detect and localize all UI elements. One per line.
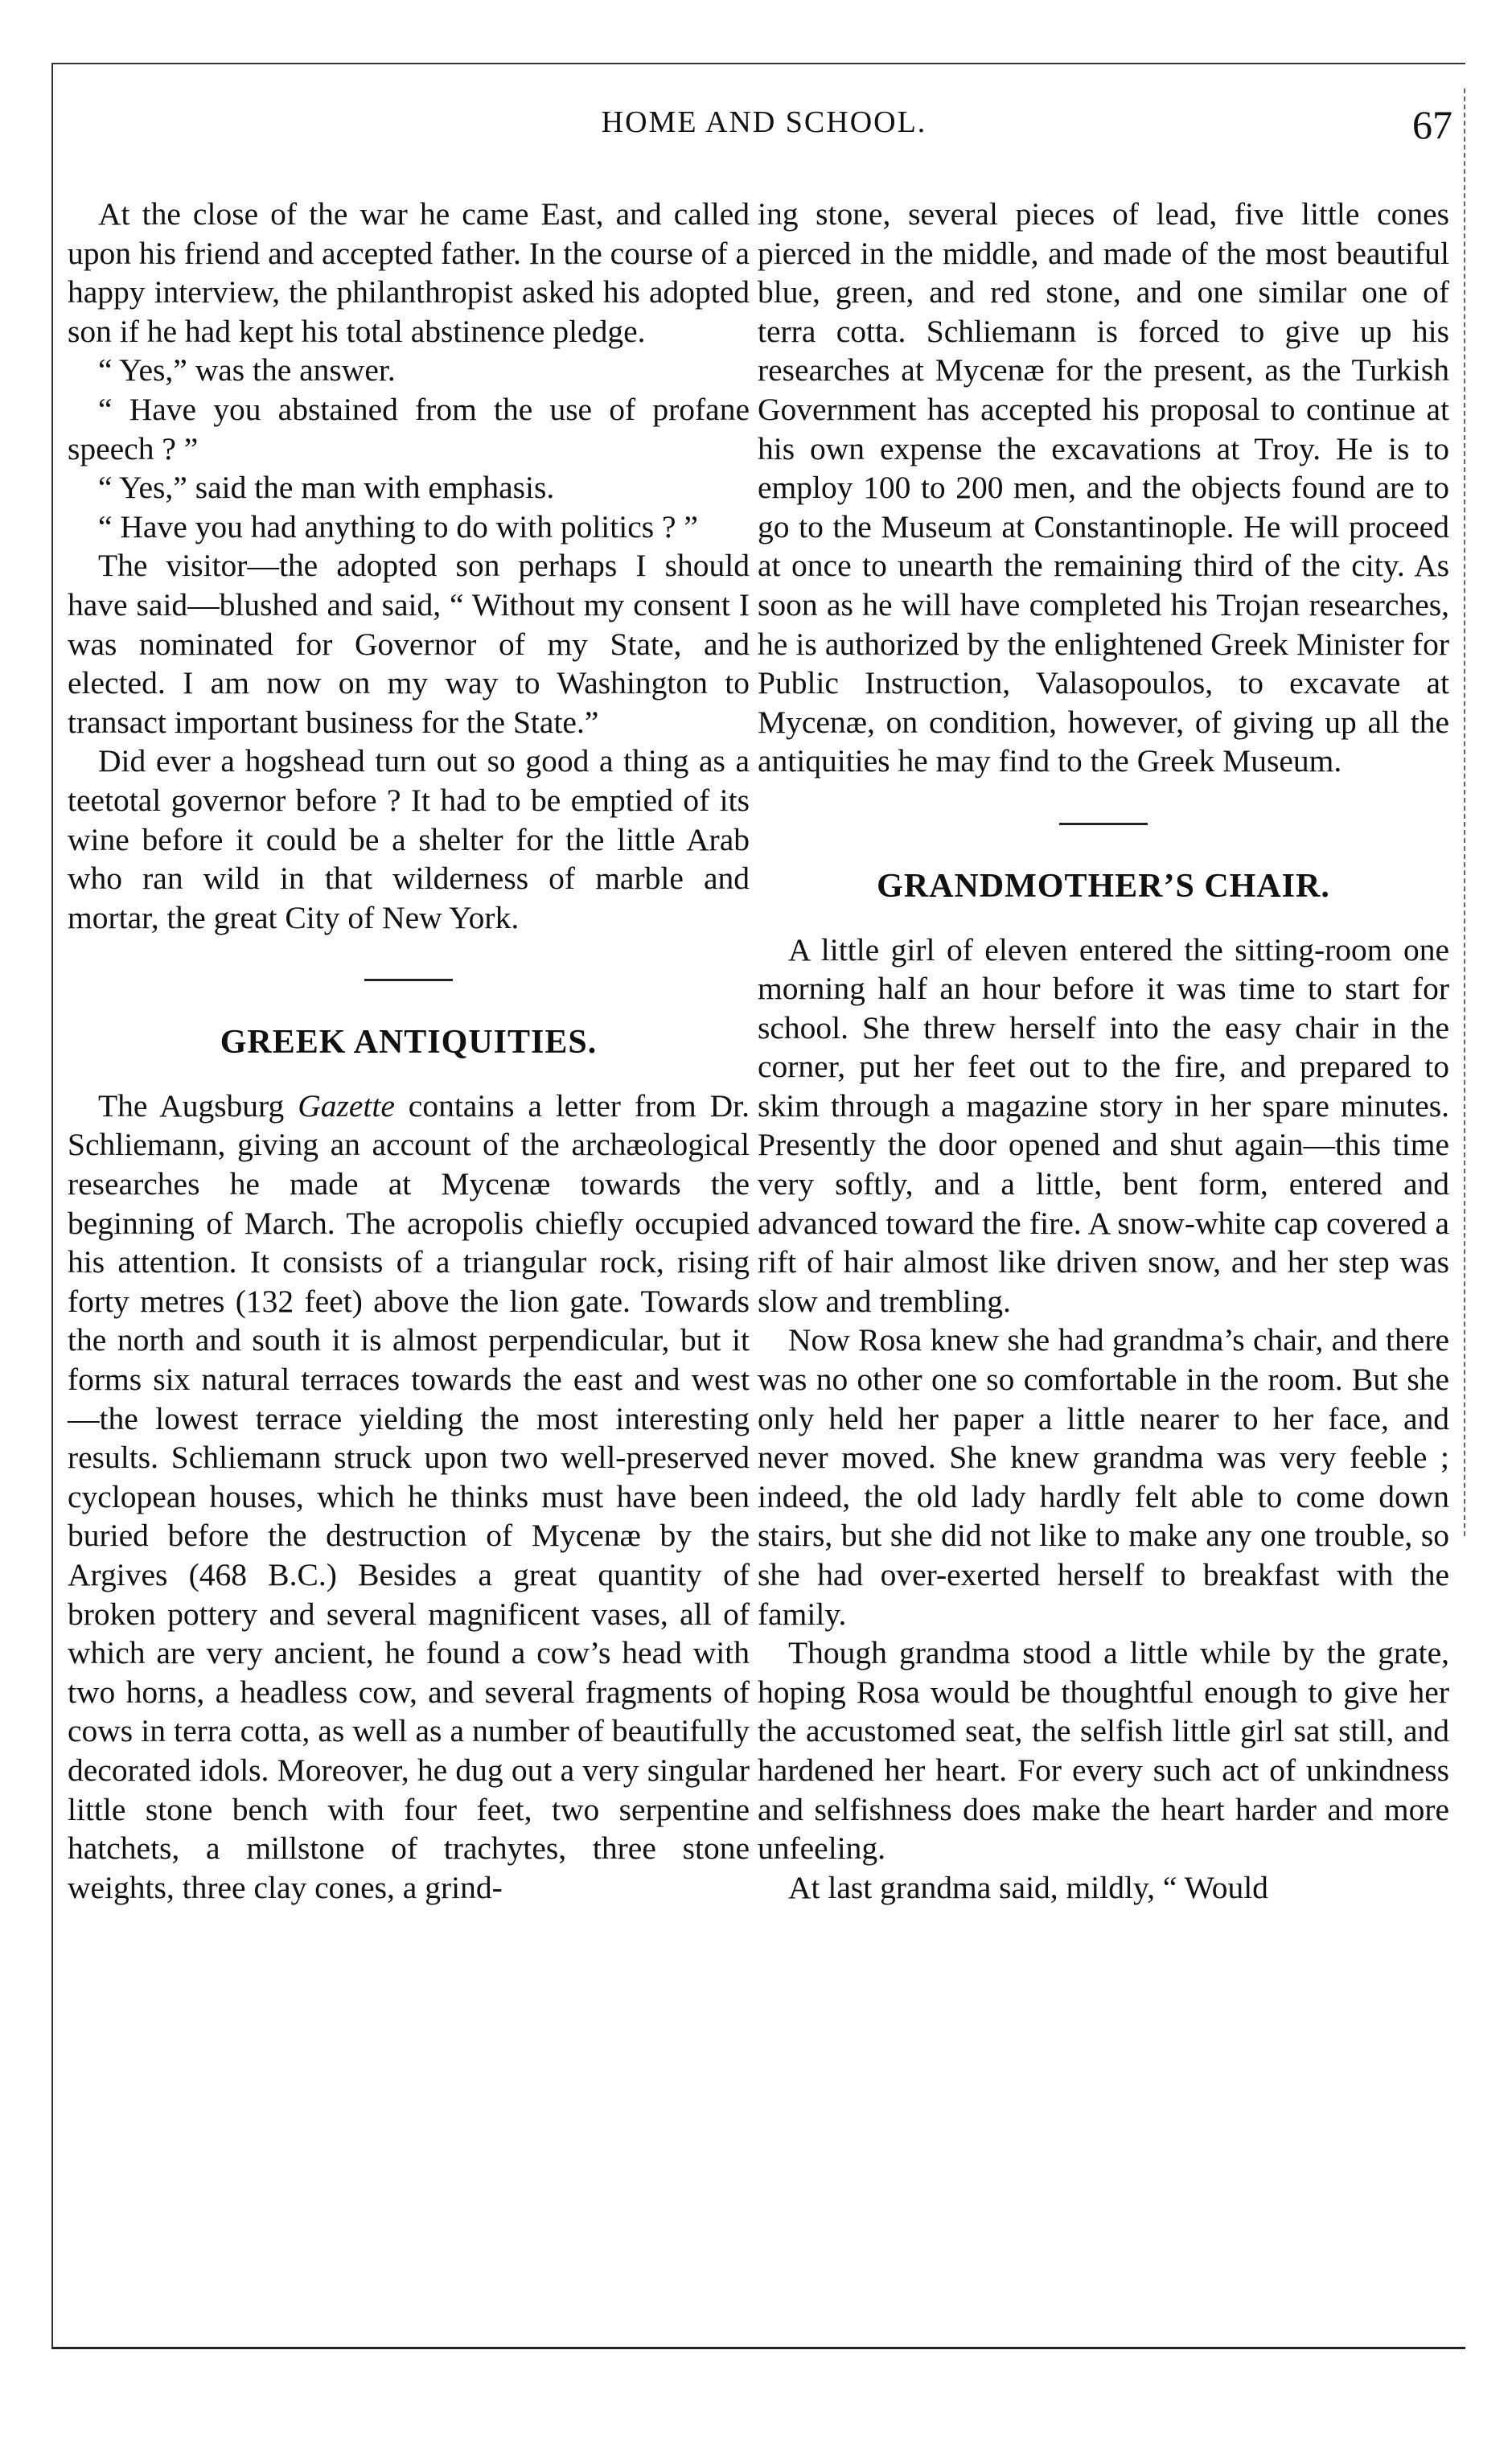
paragraph: “ Yes,” was the answer. bbox=[98, 352, 396, 388]
left-column bbox=[68, 195, 750, 1907]
section-divider bbox=[364, 979, 453, 981]
paragraph: At the close of the war he came East, and called upon his friend and accepted father. In the course of a happy interview, the philanthropist asked his adopted son if he had kept his total abstinence pledge. bbox=[68, 196, 750, 349]
page-border-top bbox=[51, 63, 1465, 64]
page-number: 67 bbox=[1412, 102, 1452, 147]
paragraph: The visitor—the adopted son perhaps I should have said—blushed and said, “ Without my consent I was nominated for Governor of my State, and elected. I am now on my way to Washington to transact important business for the State.” bbox=[68, 548, 750, 740]
page-border-left bbox=[51, 63, 53, 2348]
page-border-right bbox=[1464, 88, 1465, 1536]
paragraph: Now Rosa knew she had grandma’s chair, and there was no other one so comfortable in the room. But she only held her paper a little nearer to her face, and never moved. She knew grandma was very feeble ; indeed, the old lady hardly felt able to come down stairs, but she did not like to make any one trouble, so she had over-exerted herself to breakfast with the family. bbox=[758, 1322, 1449, 1632]
paragraph: “ Have you had anything to do with politics ? ” bbox=[98, 508, 698, 544]
article-continuation: ing stone, several pieces of lead, five little cones pierced in the middle, and made of the most beautiful blue, green, and red stone, and one similar one of terra cotta. Schliemann is forced to give up his researches at Mycenæ for the present, as the Turkish Government has accepted his proposal to continue at his own expense the excavations at Troy. He is to employ 100 to 200 men, and the objects found are to go to the Museum at Constantinople. He will proceed at once to unearth the remaining third of the city. As soon as he will have completed his Trojan researches, he is authorized by the enlightened Greek Minister for Public Instruction, Valasopoulos, to excavate at Mycenæ, on condition, however, of giving up all the antiquities he may find to the Greek Museum. bbox=[758, 196, 1449, 779]
section-heading-grandmothers-chair: GRANDMOTHER’S CHAIR. bbox=[877, 867, 1330, 905]
page-border-bottom bbox=[51, 2347, 1465, 2349]
right-column bbox=[758, 195, 1449, 1907]
text-run: The Augsburg bbox=[98, 1087, 298, 1124]
section-divider bbox=[1059, 823, 1148, 825]
paragraph: “ Have you abstained from the use of profane speech ? ” bbox=[68, 391, 750, 466]
article-paragraph bbox=[68, 1087, 750, 1907]
section-heading-greek-antiquities: GREEK ANTIQUITIES. bbox=[220, 1024, 598, 1062]
paragraph: “ Yes,” said the man with emphasis. bbox=[98, 470, 555, 506]
paragraph: At last grandma said, mildly, “ Would bbox=[788, 1869, 1268, 1905]
text-run: contains a letter from Dr. Schliemann, giving an account of the archæological researches he made at Mycenæ towards the beginning of March. The acropolis chiefly occupied his attention. It consists of a triangular rock, rising forty metres (132 feet) above the lion gate. Towards the north and south it is almost perpendicular, but it forms six natural terraces towards the east and west—the lowest terrace yielding the most interesting results. Schliemann struck upon two well-preserved cyclopean houses, which he thinks must have been buried before the destruction of Mycenæ by the Argives (468 B.C.) Besides a great quantity of broken pottery and several magnificent vases, all of which are very ancient, he found a cow’s head with two horns, a headless cow, and several fragments of cows in terra cotta, as well as a number of beautifully decorated idols. Moreover, he dug out a very singular little stone bench with four feet, two serpentine hatchets, a millstone of trachytes, three stone weights, three clay cones, a grind- bbox=[68, 1087, 750, 1905]
paragraph: Though grandma stood a little while by the grate, hoping Rosa would be thoughtful enough to give her the accustomed seat, the selfish little girl sat still, and hardened her heart. For every such act of unkindness and selfishness does make the heart harder and more unfeeling. bbox=[758, 1635, 1449, 1867]
paragraph: A little girl of eleven entered the sitting-room one morning half an hour before it was time to start for school. She threw herself into the easy chair in the corner, put her feet out to the fire, and prepared to skim through a magazine story in her spare minutes. Presently the door opened and shut again—this time very softly, and a little, bent form, entered and advanced toward the fire. A snow-white cap covered a rift of hair almost like driven snow, and her step was slow and trembling. bbox=[758, 931, 1449, 1319]
paragraph: Did ever a hogshead turn out so good a thing as a teetotal governor before ? It had to be emptied of its wine before it could be a shelter for the little Arab who ran wild in that wilderness of marble and mortar, the great City of New York. bbox=[68, 743, 750, 935]
running-title: HOME AND SCHOOL. bbox=[601, 105, 927, 139]
publication-title: Gazette bbox=[298, 1087, 395, 1124]
page-header bbox=[64, 101, 1464, 158]
